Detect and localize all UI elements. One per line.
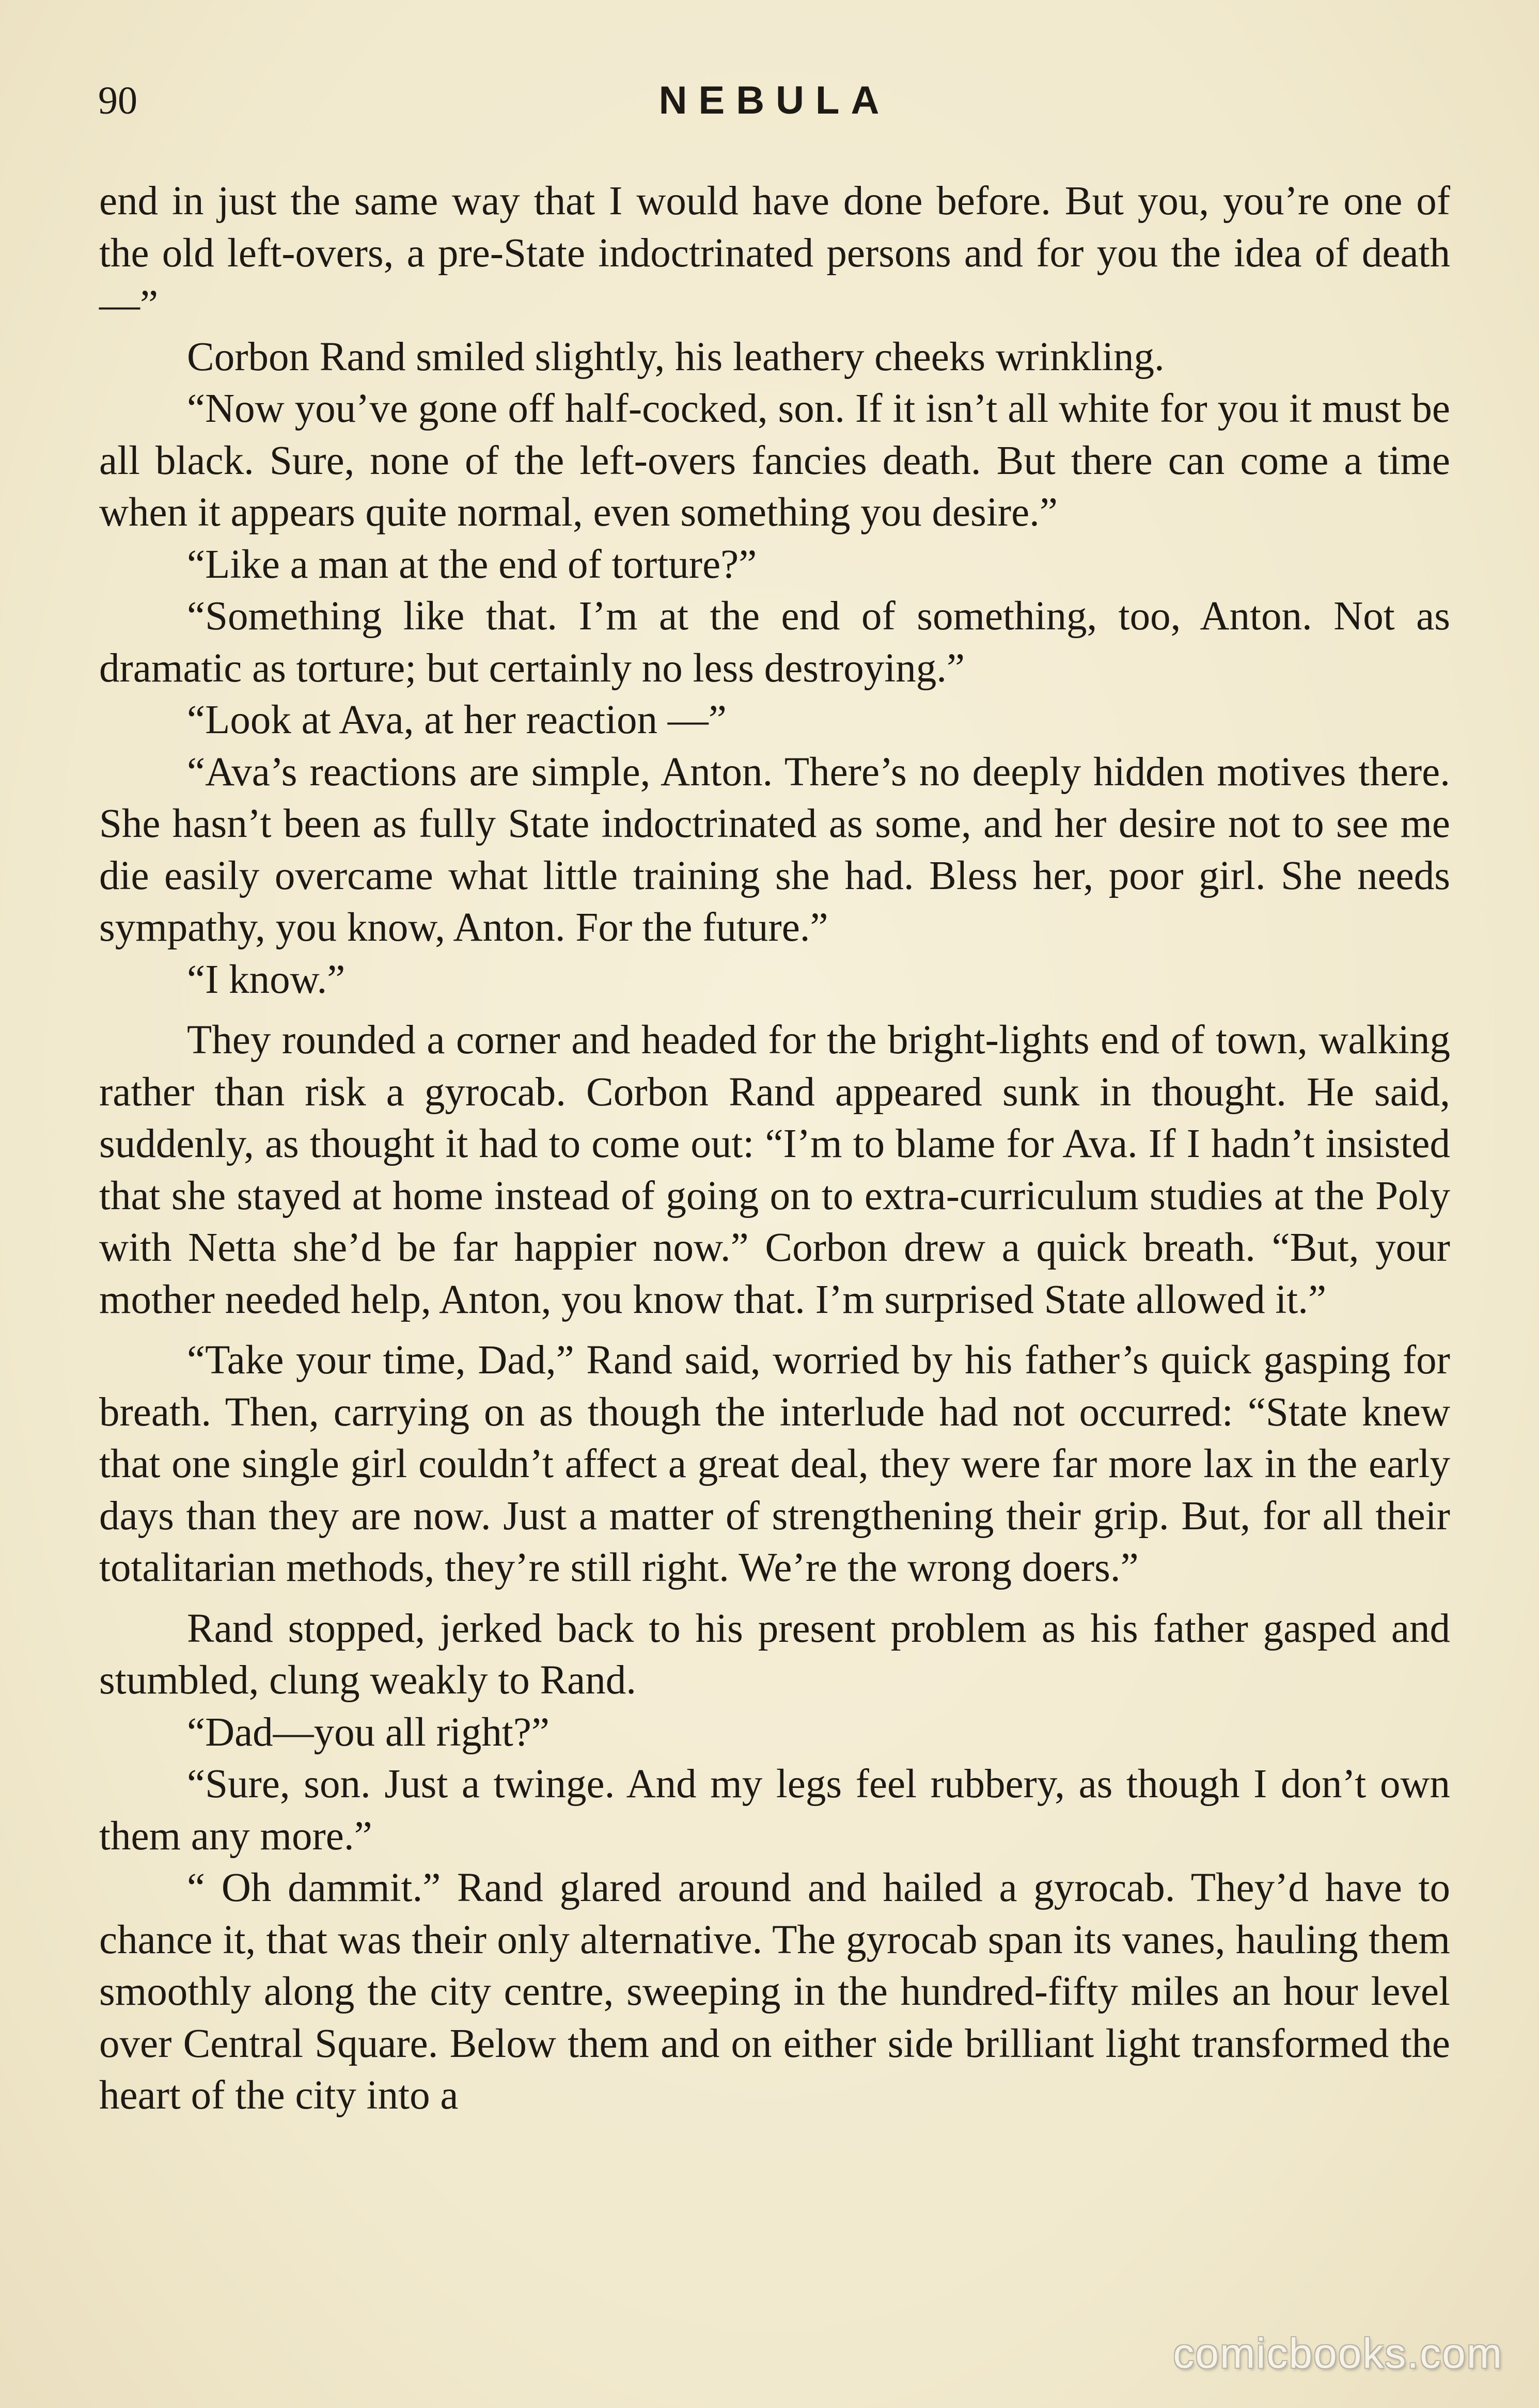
paragraph: “Dad—you all right?” (187, 1709, 549, 1755)
paragraph: “Look at Ava, at her reaction —” (187, 698, 727, 742)
paragraph: “Now you’ve gone off half-cocked, son. If it isn’t all white for you it must be all black. Sure, none of the left-overs fancies death. But there can come a time when it appears quite normal, even something you desire.” (99, 386, 1450, 535)
page-header (98, 72, 1451, 129)
paragraph: “Something like that. I’m at the end of something, too, Anton. Not as dramatic as torture; but certainly no less destroying.” (99, 594, 1450, 691)
paragraph: “I know.” (187, 957, 346, 1002)
paragraph: “Ava’s reactions are simple, Anton. There’s no deeply hidden motives there. She hasn’t been as fully State indoctrinated as some, and her desire not to see me die easily overcame what little training she had. Bless her, poor girl. She needs sympathy, you know, Anton. For the future.” (99, 749, 1450, 950)
paragraph: “Like a man at the end of torture?” (187, 542, 757, 587)
paragraph: They rounded a corner and headed for the bright-lights end of town, walking rather than risk a gyrocab. Corbon Rand appeared sunk in thought. He said, suddenly, as thought it had to come out: “I’m to blame for Ava. If I hadn’t insisted that she stayed at home instead of going on to extra-curriculum studies at the Poly with Netta she’d be far happier now.” Corbon drew a quick breath. “But, your mother needed help, Anton, you know that. I’m surprised State allowed it.” (99, 1018, 1450, 1322)
page-number: 90 (98, 79, 137, 122)
watermark-logo: comicbooks.com (1173, 2330, 1503, 2377)
running-title: NEBULA (658, 78, 891, 122)
paragraph: end in just the same way that I would have done before. But you, you’re one of the old left-overs, a pre-State indoctrinated persons and for you the idea of death —” (99, 179, 1450, 327)
paragraph: “Sure, son. Just a twinge. And my legs feel rubbery, as though I don’t own them any more.” (99, 1762, 1450, 1859)
paragraph: Rand stopped, jerked back to his present problem as his father gasped and stumbled, clung weakly to Rand. (99, 1606, 1450, 1703)
body-text (99, 176, 1450, 2122)
paragraph: “Take your time, Dad,” Rand said, worried by his father’s quick gasping for breath. Then, carrying on as though the interlude had not occurred: “State knew that one single girl couldn’t affect a great deal, they were far more lax in the early days than they are now. Just a matter of strengthening their grip. But, for all their totalitarian methods, they’re still right. We’re the wrong doers.” (99, 1338, 1450, 1590)
paragraph: Corbon Rand smiled slightly, his leathery cheeks wrinkling. (187, 334, 1165, 379)
paragraph: “ Oh dammit.” Rand glared around and hailed a gyrocab. They’d have to chance it, that was their only alternative. The gyrocab span its vanes, hauling them smoothly along the city centre, sweeping in the hundred-fifty miles an hour level over Central Square. Below them and on either side brilliant light transformed the heart of the city into a (99, 1865, 1450, 2118)
